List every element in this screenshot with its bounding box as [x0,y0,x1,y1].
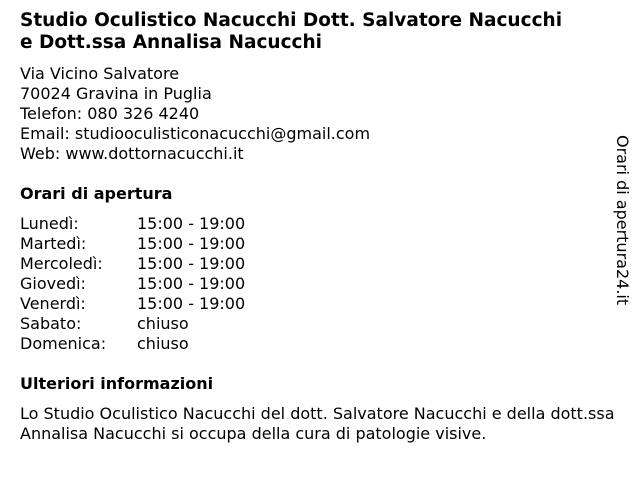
opening-hours-table [20,214,245,354]
page-title [20,10,620,54]
hours-row [20,294,245,314]
hours-row [20,254,245,274]
hours-day: Domenica: [20,334,107,353]
street-address: Via Vicino Salvatore [20,64,180,83]
site-watermark: Orari di apertura24.it [613,135,632,306]
hours-time: 15:00 - 19:00 [137,214,246,233]
hours-day: Martedì: [20,234,87,253]
hours-time: chiuso [137,334,189,353]
hours-day: Lunedì: [20,214,79,233]
hours-time: 15:00 - 19:00 [137,254,246,273]
hours-row [20,274,245,294]
hours-time: 15:00 - 19:00 [137,294,246,313]
description-text: Lo Studio Oculistico Nacucchi del dott. Salvatore Nacucchi e della dott.ssa Annalisa Nacucchi si occupa della cura di patologie visive. [20,404,615,443]
hours-time: chiuso [137,314,189,333]
title-line-2: e Dott.ssa Annalisa Nacucchi [20,32,323,53]
title-line-1: Studio Oculistico Nacucchi Dott. Salvatore Nacucchi [20,10,563,31]
hours-time: 15:00 - 19:00 [137,234,246,253]
email-address: Email: studiooculisticonacucchi@gmail.com [20,124,371,143]
address-block [20,64,370,164]
website: Web: www.dottornacucchi.it [20,144,244,163]
hours-day: Mercoledì: [20,254,103,273]
more-info-heading: Ulteriori informazioni [20,374,214,393]
hours-day: Sabato: [20,314,82,333]
city-address: 70024 Gravina in Puglia [20,84,212,103]
hours-row [20,314,245,334]
hours-day: Giovedì: [20,274,86,293]
hours-row [20,234,245,254]
hours-row [20,334,245,354]
hours-time: 15:00 - 19:00 [137,274,246,293]
opening-hours-heading: Orari di apertura [20,184,173,203]
hours-day: Venerdì: [20,294,86,313]
phone-number: Telefon: 080 326 4240 [20,104,200,123]
hours-row [20,214,245,234]
